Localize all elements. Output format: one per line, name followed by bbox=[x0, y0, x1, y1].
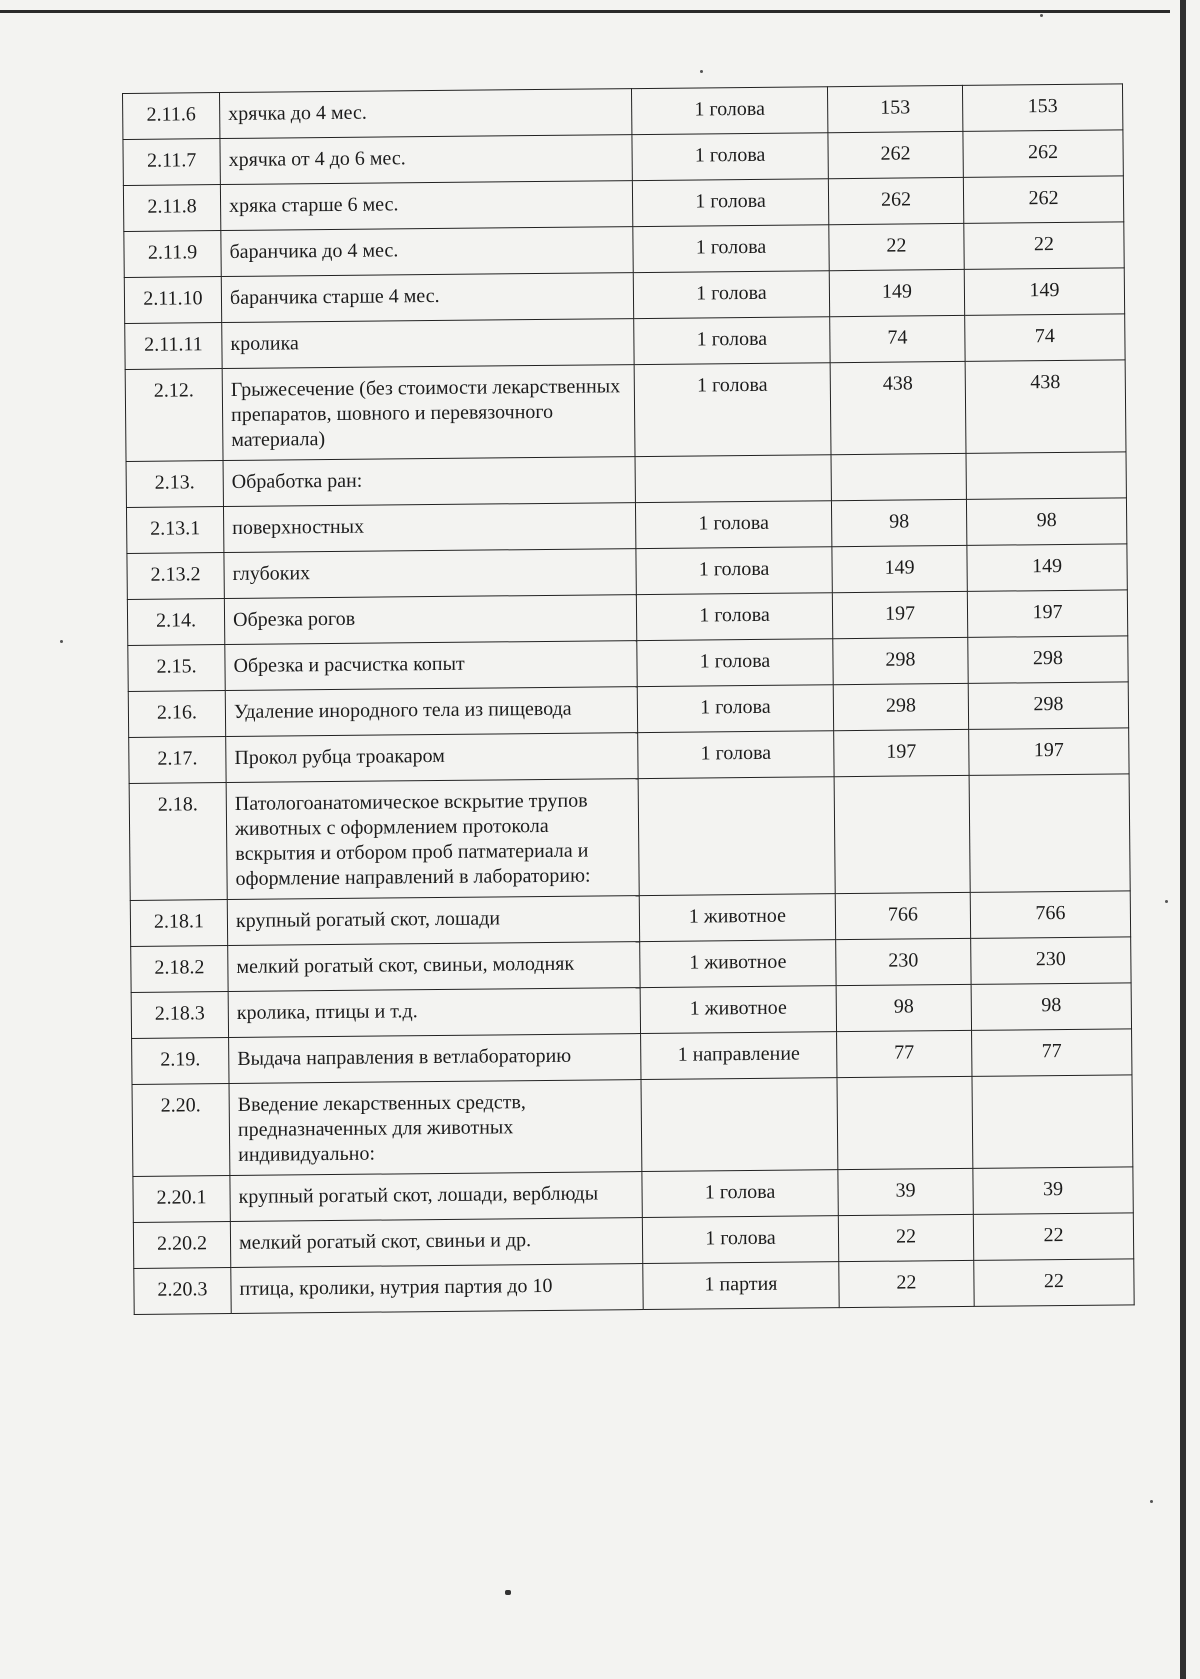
row-price-2: 153 bbox=[962, 84, 1122, 132]
scan-speck bbox=[1165, 900, 1168, 903]
row-code: 2.11.7 bbox=[123, 139, 220, 186]
row-price-2: 22 bbox=[973, 1213, 1133, 1261]
row-price-2: 22 bbox=[964, 222, 1124, 270]
row-service-name: кролика bbox=[222, 319, 634, 369]
row-price-2: 22 bbox=[974, 1259, 1134, 1307]
row-price-1: 262 bbox=[828, 177, 963, 224]
row-service-name: хряка старше 6 мес. bbox=[220, 181, 632, 231]
row-price-2: 230 bbox=[971, 937, 1131, 985]
row-price-1: 153 bbox=[827, 85, 962, 132]
row-unit: 1 голова bbox=[633, 271, 829, 319]
row-code: 2.11.6 bbox=[123, 93, 220, 140]
row-price-2: 197 bbox=[967, 590, 1127, 638]
row-unit: 1 животное bbox=[640, 986, 836, 1034]
row-price-1: 98 bbox=[836, 984, 971, 1031]
row-price-2: 74 bbox=[965, 314, 1125, 362]
row-price-2 bbox=[972, 1075, 1133, 1169]
row-unit bbox=[635, 455, 831, 503]
row-price-1: 22 bbox=[829, 223, 964, 270]
row-unit: 1 голова bbox=[634, 317, 830, 365]
row-code: 2.11.8 bbox=[123, 185, 220, 232]
scan-speck bbox=[1040, 14, 1043, 17]
row-code: 2.19. bbox=[132, 1038, 229, 1085]
row-price-2: 197 bbox=[969, 728, 1129, 776]
row-unit: 1 голова bbox=[634, 363, 831, 457]
table-row bbox=[132, 1075, 1133, 1177]
row-price-2: 766 bbox=[970, 891, 1130, 939]
row-service-name: Патологоанатомическое вскрытие трупов животных с оформлением протокола вскрытия и отбором проб патматериала и оформление направлений в лабораторию: bbox=[226, 779, 639, 900]
row-code: 2.13. bbox=[126, 461, 223, 508]
row-unit: 1 голова bbox=[636, 547, 832, 595]
row-unit: 1 голова bbox=[636, 593, 832, 641]
row-unit: 1 голова bbox=[642, 1216, 838, 1264]
scan-edge-shadow bbox=[1180, 0, 1186, 1679]
row-price-2: 438 bbox=[965, 360, 1126, 454]
row-service-name: крупный рогатый скот, лошади, верблюды bbox=[230, 1172, 642, 1222]
row-code: 2.14. bbox=[127, 599, 224, 646]
row-price-1: 298 bbox=[833, 637, 968, 684]
scan-speck bbox=[60, 640, 63, 643]
row-price-1: 197 bbox=[832, 591, 967, 638]
row-price-2: 77 bbox=[972, 1029, 1132, 1077]
row-code: 2.18.3 bbox=[131, 992, 228, 1039]
row-service-name: Обрезка рогов bbox=[224, 595, 636, 645]
row-service-name: Введение лекарственных средств, предназначенных для животных индивидуально: bbox=[229, 1080, 642, 1176]
page-top-border bbox=[0, 0, 1170, 13]
row-code: 2.12. bbox=[125, 369, 223, 462]
row-service-name: хрячка от 4 до 6 мес. bbox=[220, 135, 632, 185]
row-code: 2.16. bbox=[128, 691, 225, 738]
row-price-2: 39 bbox=[973, 1167, 1133, 1215]
price-table-body bbox=[123, 84, 1135, 1315]
row-service-name: глубоких bbox=[224, 549, 636, 599]
row-price-1 bbox=[837, 1076, 973, 1169]
row-unit: 1 партия bbox=[643, 1262, 839, 1310]
scan-speck bbox=[700, 70, 703, 73]
row-unit bbox=[641, 1078, 838, 1172]
scan-speck bbox=[1150, 1500, 1153, 1503]
table-row bbox=[134, 1259, 1134, 1315]
row-unit: 1 направление bbox=[641, 1032, 837, 1080]
row-unit: 1 голова bbox=[635, 501, 831, 549]
row-service-name: хрячка до 4 мес. bbox=[220, 89, 632, 139]
row-code: 2.15. bbox=[128, 645, 225, 692]
row-price-1: 262 bbox=[828, 131, 963, 178]
row-service-name: Обработка ран: bbox=[223, 457, 635, 507]
row-unit: 1 голова bbox=[637, 685, 833, 733]
row-price-1: 77 bbox=[837, 1030, 972, 1077]
row-service-name: крупный рогатый скот, лошади bbox=[227, 896, 639, 946]
row-code: 2.18.1 bbox=[130, 900, 227, 947]
row-code: 2.18. bbox=[129, 783, 227, 901]
row-unit: 1 голова bbox=[637, 639, 833, 687]
table-row bbox=[129, 774, 1130, 901]
row-price-2: 149 bbox=[964, 268, 1124, 316]
row-price-2: 98 bbox=[971, 983, 1131, 1031]
row-unit: 1 животное bbox=[639, 894, 835, 942]
row-unit: 1 голова bbox=[642, 1170, 838, 1218]
row-price-2: 298 bbox=[968, 682, 1128, 730]
price-table-container bbox=[122, 83, 1134, 1315]
row-price-2 bbox=[969, 774, 1130, 893]
row-code: 2.20.3 bbox=[134, 1268, 231, 1315]
row-service-name: мелкий рогатый скот, свиньи, молодняк bbox=[228, 942, 640, 992]
row-unit: 1 голова bbox=[632, 133, 828, 181]
row-price-2: 262 bbox=[963, 130, 1123, 178]
row-code: 2.18.2 bbox=[131, 946, 228, 993]
row-service-name: Прокол рубца троакаром bbox=[226, 733, 638, 783]
row-price-2: 149 bbox=[967, 544, 1127, 592]
row-unit: 1 голова bbox=[638, 731, 834, 779]
row-code: 2.11.9 bbox=[124, 231, 221, 278]
row-code: 2.17. bbox=[129, 737, 226, 784]
row-unit: 1 голова bbox=[632, 179, 828, 227]
row-unit: 1 животное bbox=[640, 940, 836, 988]
row-service-name: баранчика до 4 мес. bbox=[221, 227, 633, 277]
row-price-1 bbox=[834, 775, 970, 893]
scan-mark bbox=[505, 1590, 511, 1595]
row-price-1: 22 bbox=[838, 1214, 973, 1261]
row-service-name: Обрезка и расчистка копыт bbox=[225, 641, 637, 691]
row-price-2: 262 bbox=[963, 176, 1123, 224]
row-service-name: Грыжесечение (без стоимости лекарственных препаратов, шовного и перевязочного материала) bbox=[222, 365, 635, 461]
row-price-1 bbox=[831, 453, 966, 500]
row-unit: 1 голова bbox=[631, 87, 827, 135]
row-price-2: 98 bbox=[966, 498, 1126, 546]
table-row bbox=[125, 360, 1126, 462]
row-service-name: баранчика старше 4 мес. bbox=[221, 273, 633, 323]
row-code: 2.20.1 bbox=[133, 1176, 230, 1223]
row-code: 2.13.2 bbox=[127, 553, 224, 600]
row-price-2: 298 bbox=[968, 636, 1128, 684]
row-code: 2.13.1 bbox=[126, 507, 223, 554]
row-unit: 1 голова bbox=[633, 225, 829, 273]
row-price-1: 22 bbox=[839, 1260, 974, 1307]
row-service-name: мелкий рогатый скот, свиньи и др. bbox=[230, 1218, 642, 1268]
row-service-name: Выдача направления в ветлабораторию bbox=[229, 1034, 641, 1084]
row-price-1: 39 bbox=[838, 1168, 973, 1215]
row-price-1: 149 bbox=[829, 269, 964, 316]
row-price-1: 74 bbox=[830, 315, 965, 362]
row-price-1: 149 bbox=[832, 545, 967, 592]
row-code: 2.11.10 bbox=[124, 277, 221, 324]
row-price-1: 230 bbox=[836, 938, 971, 985]
row-code: 2.20. bbox=[132, 1084, 230, 1177]
row-service-name: кролика, птицы и т.д. bbox=[228, 988, 640, 1038]
row-price-2 bbox=[966, 452, 1126, 500]
row-unit bbox=[638, 777, 835, 896]
row-code: 2.11.11 bbox=[125, 323, 222, 370]
row-price-1: 98 bbox=[831, 499, 966, 546]
row-price-1: 438 bbox=[830, 361, 966, 454]
row-price-1: 298 bbox=[833, 683, 968, 730]
row-service-name: Удаление инородного тела из пищевода bbox=[225, 687, 637, 737]
price-table bbox=[122, 83, 1135, 1315]
row-service-name: птица, кролики, нутрия партия до 10 bbox=[231, 1264, 643, 1314]
row-price-1: 197 bbox=[834, 729, 969, 776]
row-price-1: 766 bbox=[835, 892, 970, 939]
row-code: 2.20.2 bbox=[133, 1222, 230, 1269]
row-service-name: поверхностных bbox=[223, 503, 635, 553]
